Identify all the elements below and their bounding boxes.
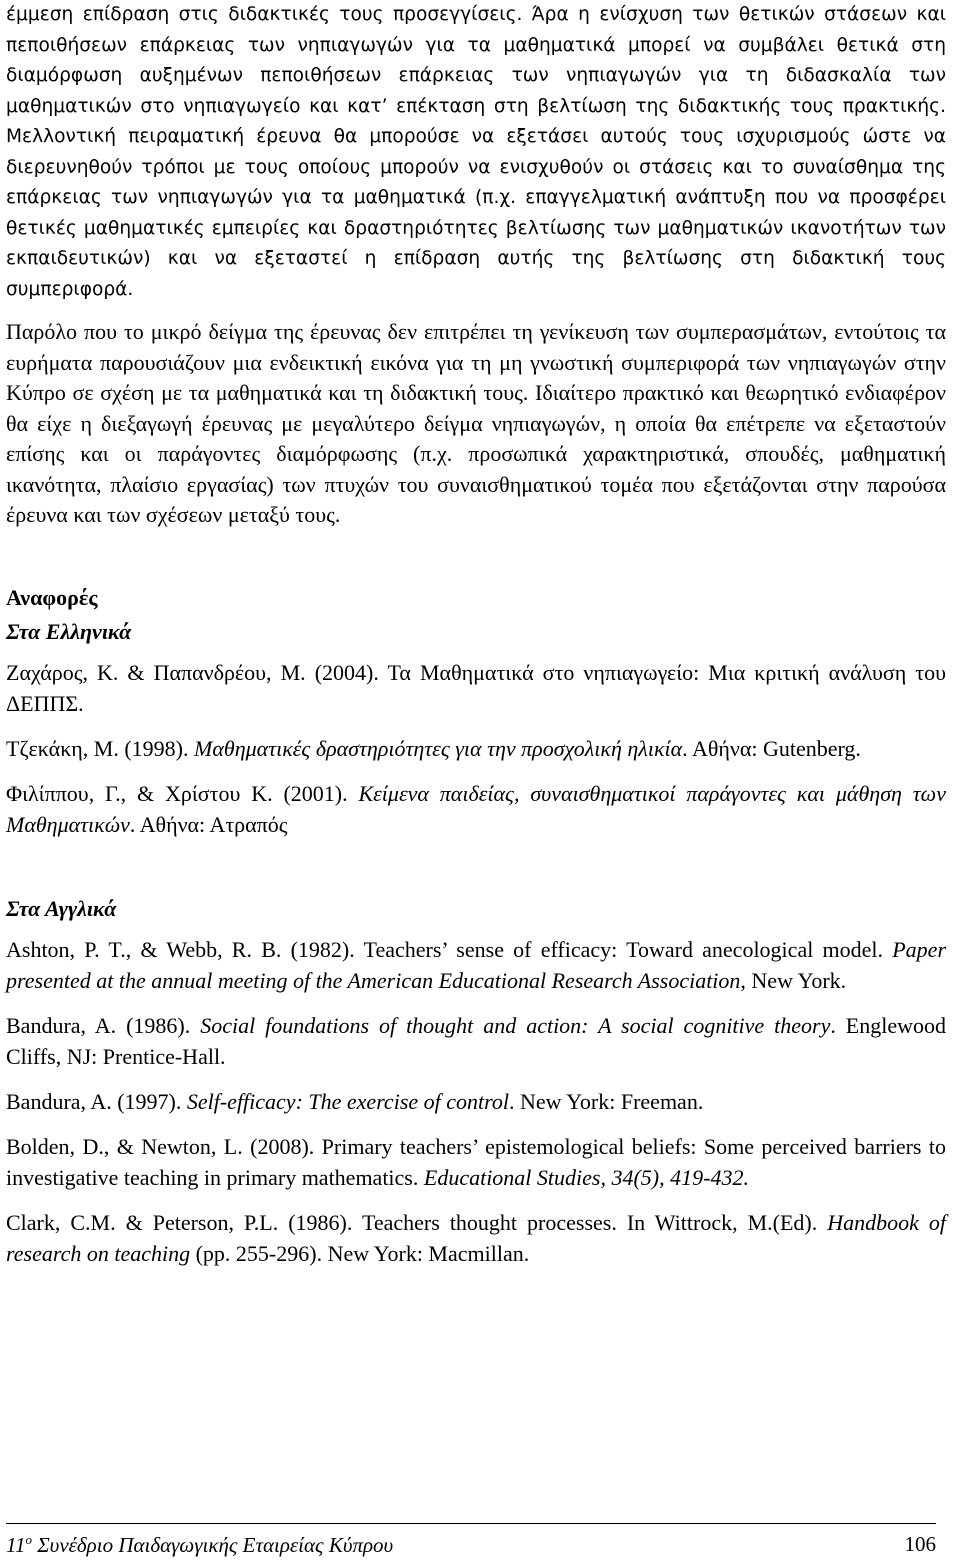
paragraph-2: Παρόλο που το μικρό δείγμα της έρευνας δεν επιτρέπει τη γενίκευση των συμπερασμάτων, εντούτοις τα ευρήματα παρουσιάζουν μια ενδεικτική εικόνα για τη μη γνωστική συμπεριφορά των νηπιαγωγών στην Κύπρο σε σχέση με τα μαθηματικά και τη διδακτική τους. Ιδιαίτερο πρακτικό και θεωρητικό ενδιαφέρον θα είχε η διεξαγωγή έρευνας με μεγαλύτερο δείγμα νηπιαγωγών, η οποία θα επέτρεπε να εξεταστούν επίσης και οι παράγοντες διαμόρφωσης (π.χ. προσωπικά χαρακτηριστικά, σπουδές, μαθηματική ικανότητα, πλαίσιο εργασίας) των πτυχών του συναισθηματικού τομέα που εξετάζονται στην παρούσα έρευνα και των σχέσεων μεταξύ τους. <box>6 319 946 527</box>
reference-item: Bandura, A. (1986). Social foundations of thought and action: A social cognitive theory. Englewood Cliffs, NJ: Prentice-Hall. <box>6 1012 946 1069</box>
document-page <box>6 0 946 1283</box>
reference-item: Clark, C.M. & Peterson, P.L. (1986). Teachers thought processes. In Wittrock, M.(Ed). Handbook of research on teaching (pp. 255-296). New York: Macmillan. <box>6 1209 947 1266</box>
page-footer <box>6 1523 936 1562</box>
reference-item: Ζαχάρος, Κ. & Παπανδρέου, Μ. (2004). Τα Μαθηματικά στο νηπιαγωγείο: Μια κριτική ανάλυση του ΔΕΠΠΣ. <box>6 659 946 716</box>
reference-item: Bandura, A. (1997). Self-efficacy: The exercise of control. New York: Freeman. <box>6 1088 704 1114</box>
reference-item: Ashton, P. T., & Webb, R. B. (1982). Teachers’ sense of efficacy: Toward anecological model. Paper presented at the annual meeting of the American Educational Research Association, New York. <box>6 936 946 993</box>
english-references-list <box>6 934 946 1269</box>
reference-item: Φιλίππου, Γ., & Χρίστου Κ. (2001). Κείμενα παιδείας, συναισθηματικοί παράγοντες και μάθηση των Μαθηματικών. Αθήνα: Ατραπός <box>6 780 946 837</box>
reference-item: Bolden, D., & Newton, L. (2008). Primary teachers’ epistemological beliefs: Some perceived barriers to investigative teaching in primary mathematics. Educational Studies, 34(5), 419-432. <box>6 1133 946 1190</box>
footer-conference: $11^o$ Συνέδριο Παιδαγωγικής Εταιρείας Κύπρου <box>6 1532 394 1557</box>
english-references-heading: Στα Αγγλικά <box>6 895 117 921</box>
references-heading: Αναφορές <box>6 584 98 610</box>
paragraph-1: έμμεση επίδραση στις διδακτικές τους προσεγγίσεις. Άρα η ενίσχυση των θετικών στάσεων και πεποιθήσεων επάρκειας των νηπιαγωγών για τα μαθηματικά μπορεί να συμβάλει θετικά στη διαμόρφωση αυξημένων πεποιθήσεων επάρκειας των νηπιαγωγών για τη διδασκαλία των μαθηματικών στο νηπιαγωγείο και κατ’ επέκταση στη βελτίωση της διδακτικής τους πρακτικής. Μελλοντική πειραματική έρευνα θα μπορούσε να εξετάσει αυτούς τους ισχυρισμούς ώστε να διερευνηθούν τρόποι με τους οποίους μπορούν να ενισχυθούν οι στάσεις και το συναίσθημα της επάρκειας των νηπιαγωγών για τα μαθηματικά (π.χ. επαγγελματική ανάπτυξη που να προσφέρει θετικές μαθηματικές εμπειρίες και δραστηριότητες βελτίωσης των μαθηματικών ικανοτήτων των εκπαιδευτικών) και να εξεταστεί η επίδραση αυτής της βελτίωσης στη διδακτική τους συμπεριφορά. <box>6 4 946 300</box>
reference-item: Τζεκάκη, Μ. (1998). Μαθηματικές δραστηριότητες για την προσχολική ηλικία. Αθήνα: Gutenberg. <box>6 735 861 761</box>
page-number: 106 <box>904 1532 936 1556</box>
greek-references-heading: Στα Ελληνικά <box>6 618 132 644</box>
greek-references-list <box>6 657 946 840</box>
